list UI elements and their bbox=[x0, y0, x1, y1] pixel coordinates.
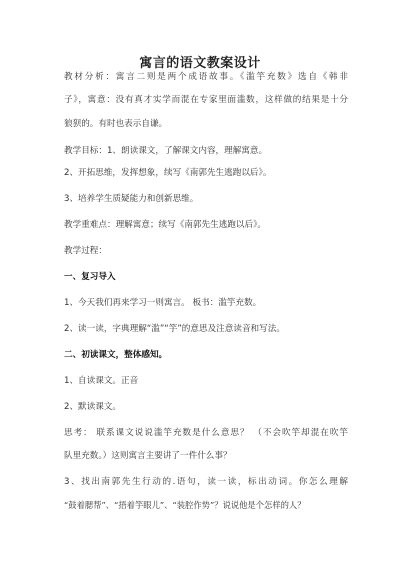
goal-1: 教学目标：1、朗读课文，了解课文内容，理解寓意。 bbox=[64, 146, 268, 156]
page-title: 寓言的语文教案设计 bbox=[139, 56, 261, 71]
key-points: 教学重难点：理解寓意；续写《南郭先生逃跑以后》。 bbox=[64, 220, 266, 230]
goal-2: 2、开拓思维，发挥想象，续写《南郭先生逃跑以后》。 bbox=[64, 168, 272, 178]
think-line-2: 队里充数。）这则寓言主要讲了一件什么事？ bbox=[64, 451, 232, 461]
think-line-1: 思考： 联系课文说说滥竽充数是什么意思？ （不会吹竽却混在吹竽 bbox=[64, 428, 348, 438]
step-2-1: 1、自读课文。正音 bbox=[64, 376, 139, 386]
process-heading: 教学过程： bbox=[64, 246, 107, 256]
step-3-line-2: “鼓着腮帮”、“捂着竽眼儿”、“装腔作势”？说说他是个怎样的人？ bbox=[64, 500, 306, 510]
section-2-heading: 二、初读课文，整体感知。 bbox=[64, 350, 168, 360]
step-2-2: 2、默读课文。 bbox=[64, 402, 122, 412]
step-3-line-1: 3、找出南郭先生行动的.语句，读一读，标出动词。你怎么理解 bbox=[64, 477, 348, 487]
goal-3: 3、培养学生质疑能力和创新思维。 bbox=[64, 194, 199, 204]
analysis-line-2: 子》，寓意：没有真才实学而混在专家里面滥数，这样做的结果是十分 bbox=[64, 95, 348, 105]
analysis-line-1: 教材分析：寓言二则是两个成语故事。《滥竽充数》选自《韩非 bbox=[64, 72, 348, 82]
step-1-1: 1、今天我们再来学习一则寓言。 板书：滥竽充数。 bbox=[64, 298, 262, 308]
analysis-line-3: 狼狈的。有时也表示自谦。 bbox=[64, 119, 168, 129]
step-1-2: 2、读一读，字典理解“滥”“竽”的意思及注意读音和写法。 bbox=[64, 324, 285, 334]
section-1-heading: 一、复习导入 bbox=[64, 272, 116, 282]
